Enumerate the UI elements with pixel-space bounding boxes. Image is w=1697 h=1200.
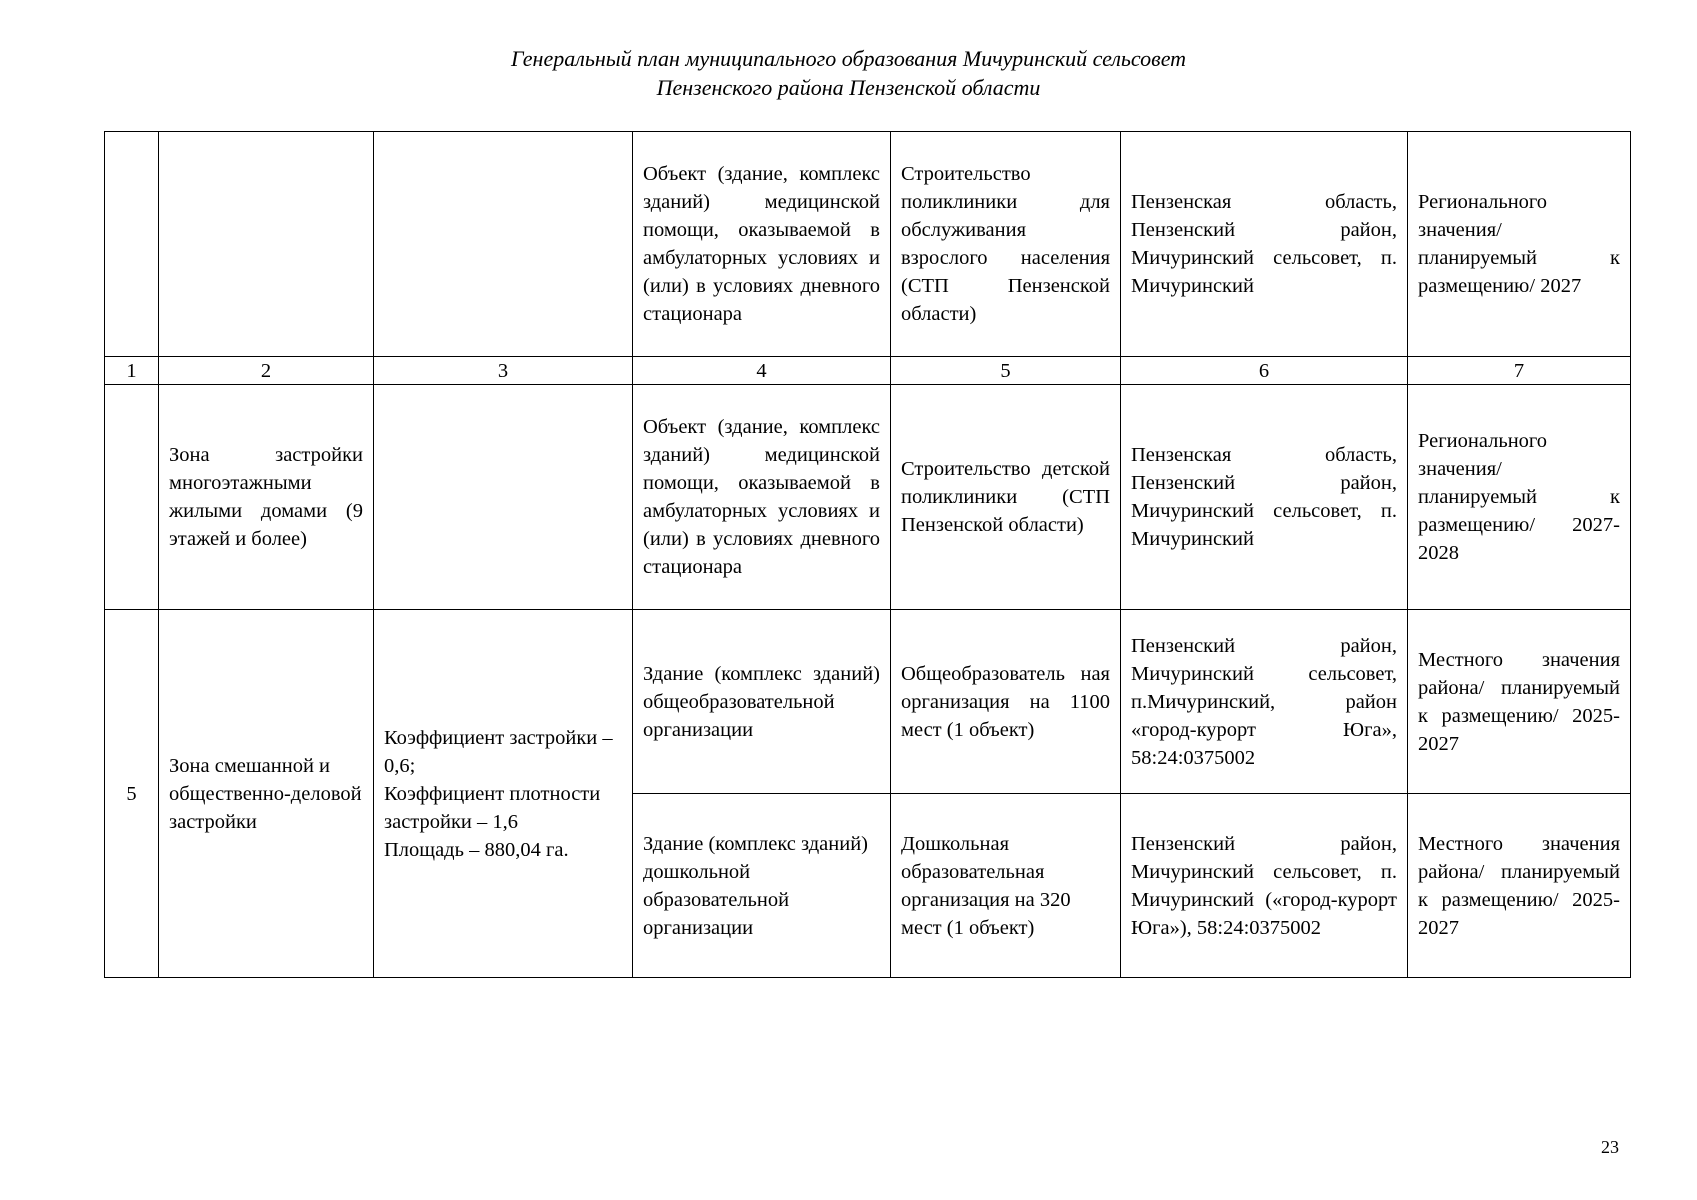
cell-location: Пензенская область, Пензенский район, Мичуринский сельсовет, п. Мичуринский <box>1121 385 1408 610</box>
column-number: 1 <box>105 357 159 385</box>
cell-col1 <box>105 132 159 357</box>
column-number: 3 <box>374 357 633 385</box>
cell-description: Дошкольная образовательная организация на 320 мест (1 объект) <box>891 794 1121 978</box>
planning-table <box>104 131 1631 978</box>
header-line-2: Пензенского района Пензенской области <box>656 75 1041 100</box>
column-number: 7 <box>1408 357 1631 385</box>
document-header <box>0 44 1697 102</box>
cell-description: Строительство детской поликлиники (СТП Пензенской области) <box>891 385 1121 610</box>
cell-col1 <box>105 385 159 610</box>
column-number-row <box>105 357 1631 385</box>
parameter-line: Коэффициент плотности застройки – 1,6 <box>384 782 601 833</box>
cell-zone: Зона смешанной и общественно-деловой застройки <box>159 610 374 978</box>
cell-object-type: Здание (комплекс зданий) общеобразовательной организации <box>633 610 891 794</box>
cell-object-type: Объект (здание, комплекс зданий) медицинской помощи, оказываемой в амбулаторных условиях и (или) в условиях дневного стационара <box>633 385 891 610</box>
cell-object-type: Объект (здание, комплекс зданий) медицинской помощи, оказываемой в амбулаторных условиях и (или) в условиях дневного стационара <box>633 132 891 357</box>
cell-status: Регионального значения/ планируемый к размещению/ 2027-2028 <box>1408 385 1631 610</box>
table-row <box>105 132 1631 357</box>
cell-status: Местного значения района/ планируемый к размещению/ 2025-2027 <box>1408 610 1631 794</box>
cell-location: Пензенская область, Пензенский район, Мичуринский сельсовет, п. Мичуринский <box>1121 132 1408 357</box>
cell-status: Местного значения района/ планируемый к размещению/ 2025-2027 <box>1408 794 1631 978</box>
cell-row-number: 5 <box>105 610 159 978</box>
column-number: 2 <box>159 357 374 385</box>
cell-col3 <box>374 132 633 357</box>
table-row <box>105 610 1631 794</box>
cell-col2 <box>159 132 374 357</box>
parameter-line: Площадь – 880,04 га. <box>384 838 569 861</box>
cell-zone: Зона застройки многоэтажными жилыми домами (9 этажей и более) <box>159 385 374 610</box>
cell-object-type: Здание (комплекс зданий) дошкольной образовательной организации <box>633 794 891 978</box>
column-number: 4 <box>633 357 891 385</box>
page-number: 23 <box>1601 1137 1619 1157</box>
cell-location: Пензенский район, Мичуринский сельсовет, п.Мичуринский, район «город-курорт Юга», 58:24:0375002 <box>1121 610 1408 794</box>
column-number: 5 <box>891 357 1121 385</box>
cell-description: Строительство поликлиники для обслуживания взрослого населения (СТП Пензенской области) <box>891 132 1121 357</box>
cell-parameters <box>374 610 633 978</box>
cell-description: Общеобразователь ная организация на 1100 мест (1 объект) <box>891 610 1121 794</box>
column-number: 6 <box>1121 357 1408 385</box>
table-row <box>105 385 1631 610</box>
parameter-line: Коэффициент застройки – 0,6; <box>384 726 613 777</box>
header-line-1: Генеральный план муниципального образования Мичуринский сельсовет <box>510 46 1187 71</box>
cell-parameters <box>374 385 633 610</box>
cell-location: Пензенский район, Мичуринский сельсовет, п. Мичуринский («город-курорт Юга»), 58:24:0375002 <box>1121 794 1408 978</box>
cell-status: Регионального значения/ планируемый к размещению/ 2027 <box>1408 132 1631 357</box>
